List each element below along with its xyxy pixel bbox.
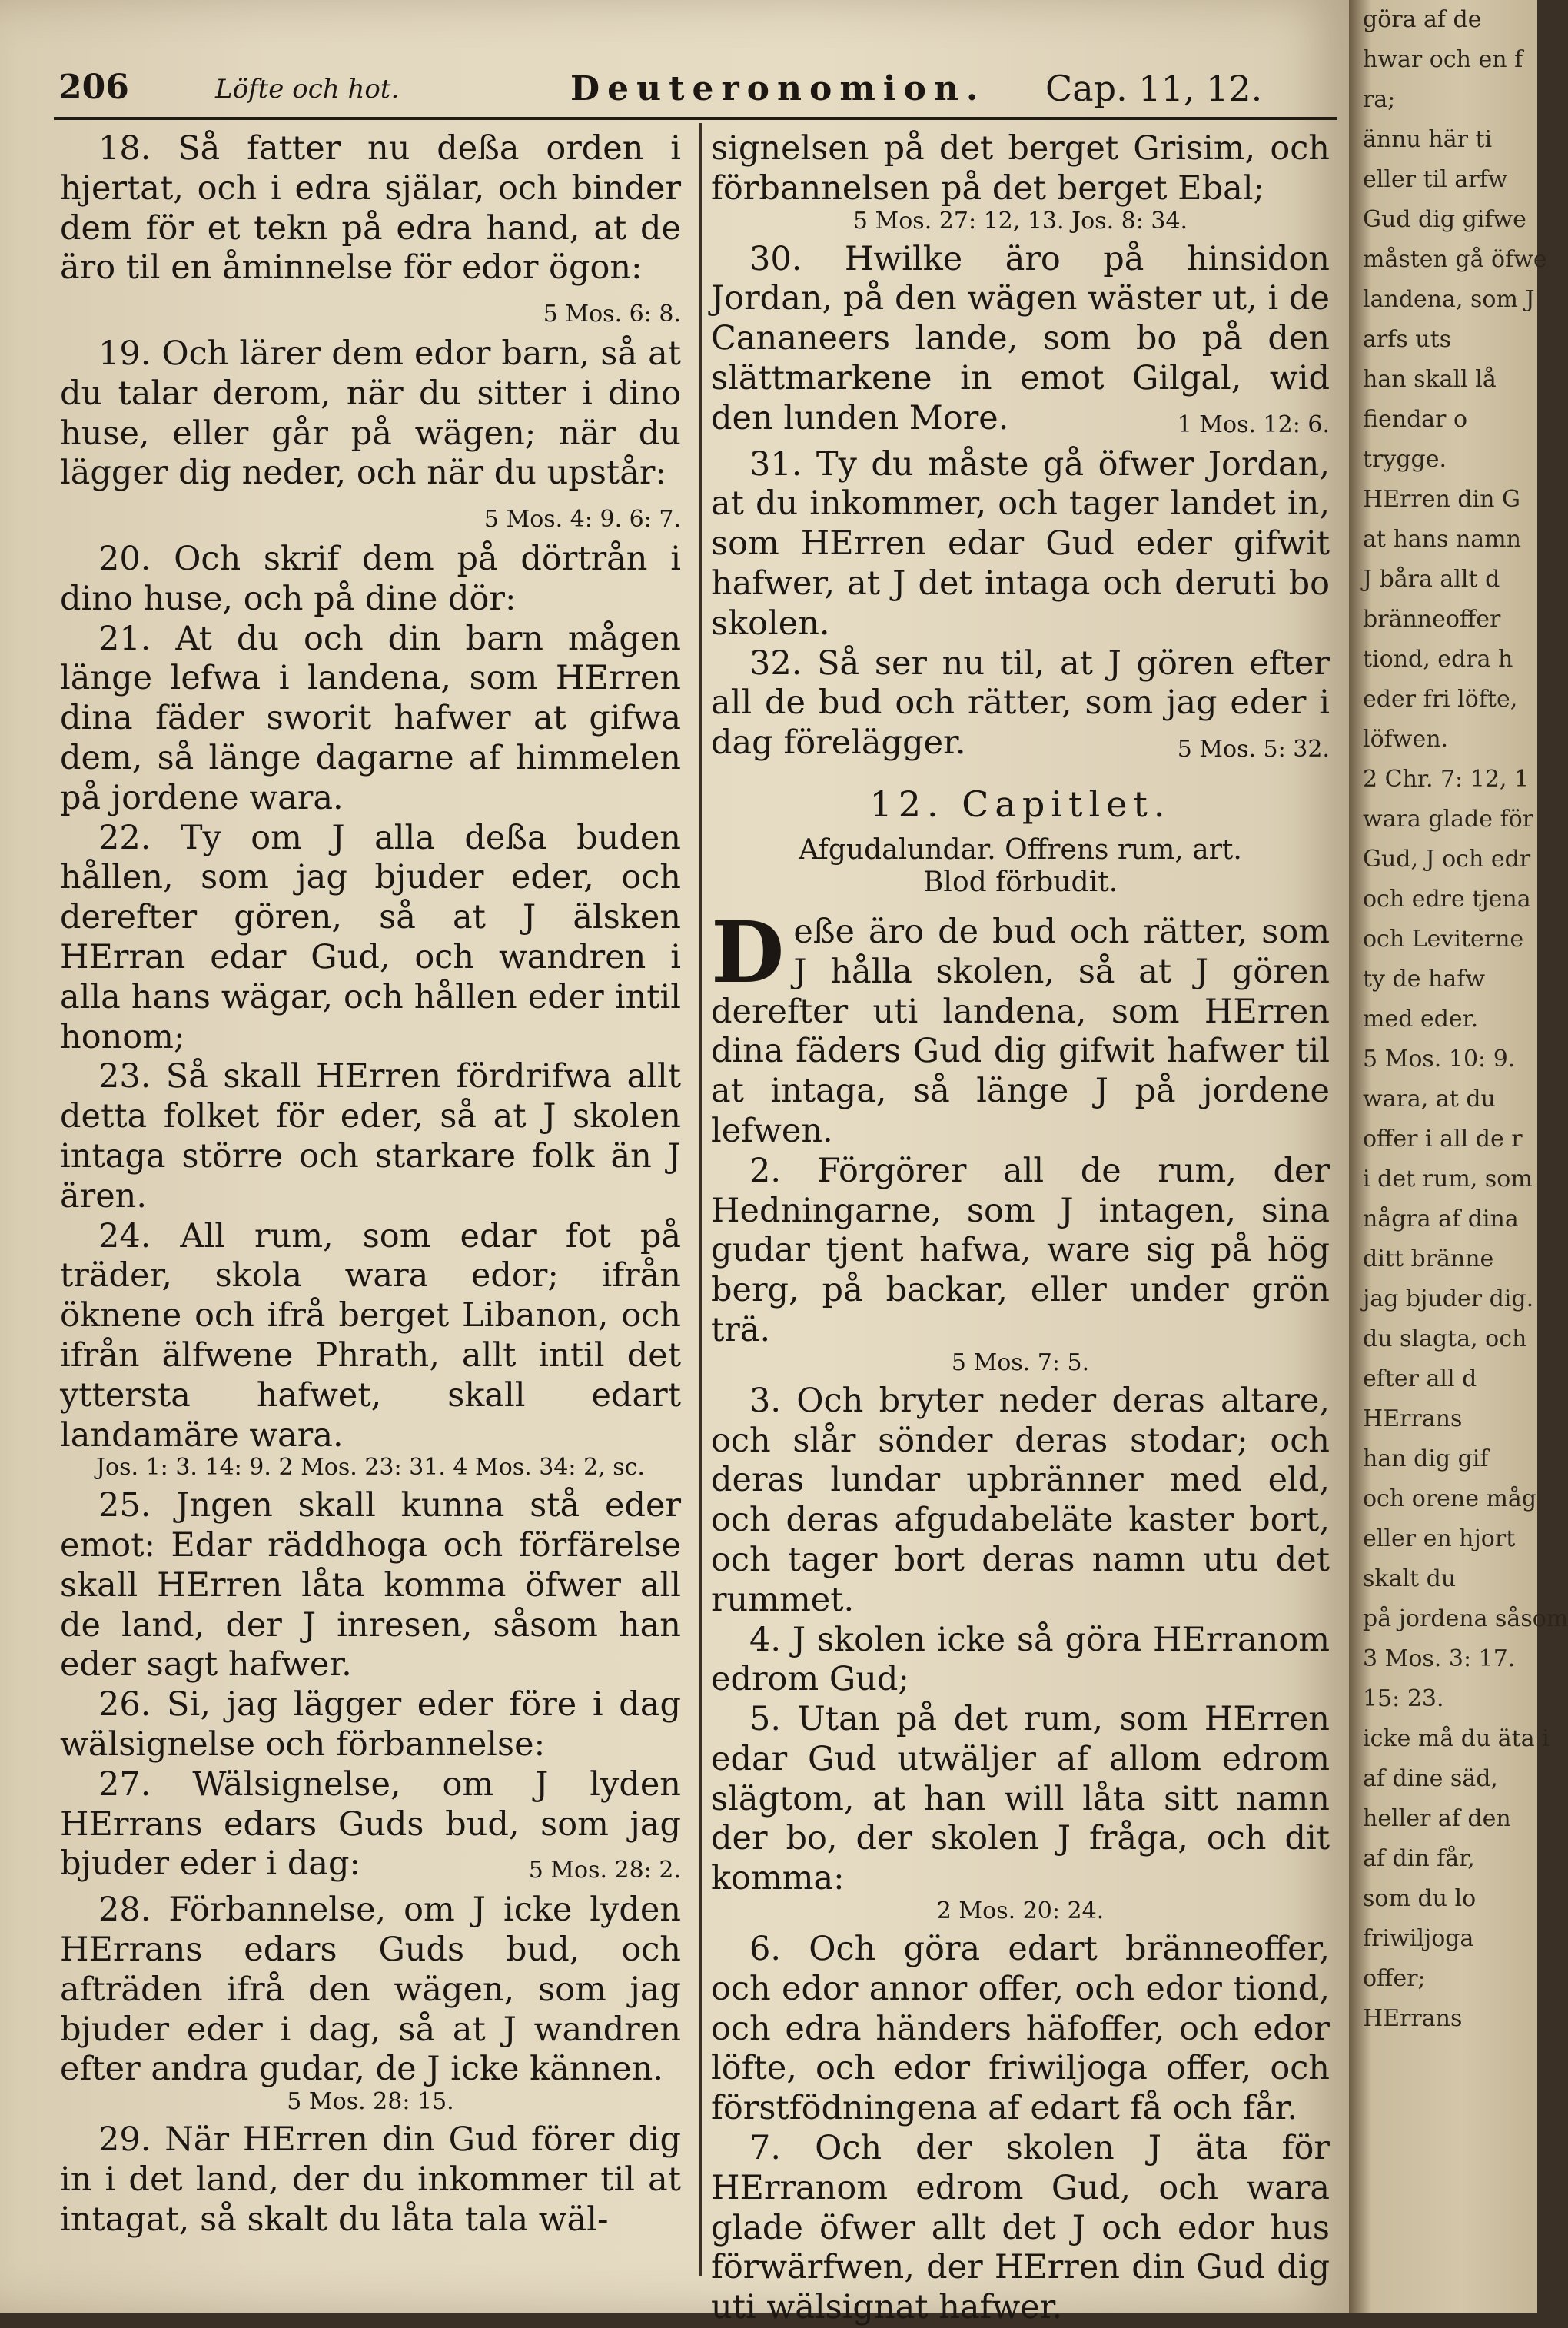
verse-25: 25. Jngen skall kunna stå eder emot: Edar räddhoga och förfärelse skall HErren låta komma öfwer all de land, der J inresen, såsom han eder sagt hafwer. [60,1486,681,1684]
next-page-line: Gud, J och edr [1363,846,1531,873]
next-page-line: eller en hjort [1363,1525,1516,1552]
drop-cap: D [711,902,785,1002]
verse-19: 19. Och lärer dem edor barn, så at du talar derom, när du sitter i dino huse, eller går på wägen; när du lägger dig neder, och när du upstår: 5 Mos. 4: 9. 6: 7. [60,334,681,494]
column-divider [699,123,702,2276]
left-column [60,129,681,2240]
cross-reference: 5 Mos. 5: 32. [1177,736,1330,763]
next-page-line: eder fri löfte, [1363,686,1518,713]
next-page-line: han dig gif [1363,1445,1489,1472]
next-page-line: HErren din G [1363,486,1520,513]
next-page-line: arfs uts [1363,326,1452,353]
next-page-line: offer i all de r [1363,1126,1523,1152]
page-number: 206 [58,68,129,107]
header-rule [54,117,1337,120]
next-page-line: bränneoffer [1363,606,1501,633]
cross-reference: Jos. 1: 3. 14: 9. 2 Mos. 23: 31. 4 Mos. 34: 2, sc. [96,1454,645,1482]
next-page-line: efter all d [1363,1365,1477,1392]
next-page-line: tiond, edra h [1363,646,1513,673]
next-page-line: HErrans [1363,1405,1463,1432]
next-page-line: af din får, [1363,1845,1475,1872]
next-page-line: Gud dig gifwe [1363,206,1526,233]
verse-30: 30. Hwilke äro på hinsidon Jordan, på den wägen wäster ut, i de Cananeers lande, som bo på den slättmarkene in emot Gilgal, wid den lunden More. 1 Mos. 12: 6. [711,240,1330,439]
next-page-line: som du lo [1363,1885,1477,1912]
next-page-line: och edre tjena [1363,886,1531,913]
cross-reference: 5 Mos. 7: 5. [951,1349,1090,1376]
verse-28: 28. Förbannelse, om J icke lyden HErrans edars Guds bud, och afträden ifrå den wägen, som jag bjuder eder i dag, så at J wandren efter andra gudar, de J icke kännen. [60,1891,681,2089]
verse-18: 18. Så fatter nu deßa orden i hjertat, och i edra själar, och binder dem för et tekn på edra hand, at de äro til en åminnelse för edor ögon: 5 Mos. 6: 8. [60,129,681,288]
verse-32: 32. Så ser nu til, at J gören efter all de bud och rätter, som jag eder i dag förelägger. 5 Mos. 5: 32. [711,644,1330,763]
verse-3: 3. Och bryter neder deras altare, och slår sönder deras stodar; och deras lundar upbränner med eld, och deras afgudabeläte kaster bort, och tager bort deras namn utu det rummet. [711,1381,1330,1619]
cross-reference: 5 Mos. 28: 15. [287,2088,454,2116]
verse-1: Deße äro de bud och rätter, som J hålla skolen, så at J gören derefter uti landena, som HErren dina fäders Gud dig gifwit hafwer til at intaga, så länge J på jordene lefwen. [711,902,1330,1150]
verse-26: 26. Si, jag lägger eder före i dag wälsignelse och förbannelse: [60,1685,681,1764]
next-page-line: 5 Mos. 10: 9. [1363,1046,1516,1073]
next-page-line: med eder. [1363,1006,1479,1033]
next-page-line: offer; [1363,1965,1426,1992]
next-page-line: heller af den [1363,1805,1511,1832]
next-page-line: hwar och en f [1363,46,1523,73]
next-page-line: i det rum, som [1363,1166,1533,1192]
next-page-line: löfwen. [1363,726,1449,753]
next-page-line: på jordena såsom [1363,1605,1568,1632]
next-page-line: fiendar o [1363,406,1468,433]
next-page-line: 15: 23. [1363,1685,1444,1712]
verse-21: 21. At du och din barn mågen länge lefwa i landena, som HErren dina fäder sworit hafwer at gifwa dem, så länge dagarne af himmelen på jordene wara. [60,619,681,817]
cross-reference: 5 Mos. 27: 12, 13. Jos. 8: 34. [852,207,1188,234]
next-page-line: måsten gå öfwe [1363,246,1547,273]
cross-reference: 5 Mos. 4: 9. 6: 7. [483,506,681,534]
chapter-range: Cap. 11, 12. [1045,68,1263,109]
next-page-line: jag bjuder dig. [1363,1285,1534,1312]
next-page-line: eller til arfw [1363,166,1508,193]
cross-reference: 5 Mos. 6: 8. [543,301,681,328]
next-page-line: ditt bränne [1363,1245,1494,1272]
next-page-line: och Leviterne [1363,926,1524,953]
verse-22: 22. Ty om J alla deßa buden hållen, som jag bjuder eder, och derefter gören, så at J älsken HErran edar Gud, och wandren i alla hans wägar, och hållen eder intil honom; [60,818,681,1056]
next-page-line: några af dina [1363,1206,1519,1232]
next-page-line: at hans namn [1363,526,1521,553]
next-page-line: ty de hafw [1363,966,1486,993]
next-page-line: friwiljoga [1363,1925,1474,1952]
next-page-line: wara, at du [1363,1086,1496,1112]
next-page-line: trygge. [1363,446,1447,473]
next-page-line: 2 Chr. 7: 12, 1 [1363,766,1530,793]
verse-7: 7. Och der skolen J äta för HErranom edrom Gud, och wara glade öfwer allt det J och edor hus förwärfwen, der HErren din Gud dig uti wälsignat hafwer. [711,2129,1330,2327]
verse-29-continued: signelsen på det berget Grisim, och förbannelsen på det berget Ebal; [711,129,1330,208]
verse-24: 24. All rum, som edar fot på träder, skola wara edor; ifrån öknene och ifrå berget Libanon, och ifrån älfwene Phrath, allt intil det yttersta hafwet, skall edart landamäre wara. [60,1216,681,1455]
next-page-line: icke må du äta i [1363,1725,1550,1752]
verse-29: 29. När HErren din Gud förer dig in i det land, der du inkommer til at intagat, så skalt du låta tala wäl- [60,2120,681,2239]
cross-reference: 2 Mos. 20: 24. [936,1897,1105,1925]
next-page-line: af dine säd, [1363,1765,1498,1792]
next-page-line: han skall lå [1363,366,1497,393]
next-page-line: och orene måg [1363,1485,1537,1512]
page-header [54,63,1337,117]
chapter-summary: Afgudalundar. Offrens rum, art. Blod förbudit. [799,833,1242,898]
next-page-line: ra; [1363,86,1396,113]
verse-20: 20. Och skrif dem på dörtrån i dino huse, och på dine dör: [60,539,681,618]
next-page-line: wara glade för [1363,806,1534,833]
running-title: Löfte och hot. [215,74,400,105]
chapter-heading: 12. Capitlet. [869,783,1171,825]
cross-reference: 5 Mos. 28: 2. [528,1857,681,1884]
right-column [711,129,1330,2328]
next-page-line: du slagta, och [1363,1325,1527,1352]
next-page-line: ännu här ti [1363,126,1493,153]
next-page-line: J båra allt d [1363,566,1500,593]
verse-6: 6. Och göra edart bränneoffer, och edor annor offer, och edor tiond, och edra händers häfoffer, och edor löfte, och edor friwiljoga offer, och förstfödningena af edart få och får. [711,1930,1330,2128]
next-page-line: HErrans [1363,2005,1463,2032]
verse-23: 23. Så skall HErren fördrifwa allt detta folket för eder, så at J skolen intaga större och starkare folk än J ären. [60,1057,681,1216]
verse-27: 27. Wälsignelse, om J lyden HErrans edars Guds bud, som jag bjuder eder i dag: 5 Mos. 28: 2. [60,1765,681,1884]
verse-31: 31. Ty du måste gå öfwer Jordan, at du inkommer, och tager landet in, som HErren edar Gud eder gifwit hafwer, at J det intaga och deruti bo skolen. [711,444,1330,643]
verse-2: 2. Förgörer all de rum, der Hedningarne, som J intagen, sina gudar tjent hafwa, ware sig på hög berg, på backar, eller under grön trä. [711,1151,1330,1349]
next-page-line: landena, som J [1363,286,1535,313]
next-page-edge [1349,0,1568,2313]
next-page-line: skalt du [1363,1565,1457,1592]
next-page-line: göra af de [1363,6,1482,33]
cross-reference: 1 Mos. 12: 6. [1177,411,1330,438]
verse-5: 5. Utan på det rum, som HErren edar Gud utwäljer af allom edrom slägtom, at han will låta sitt namn der bo, der skolen J fråga, och dit komma: [711,1700,1330,1898]
book-title: Deuteronomion. [570,69,986,108]
next-page-line: 3 Mos. 3: 17. [1363,1645,1516,1672]
verse-4: 4. J skolen icke så göra HErranom edrom Gud; [711,1620,1330,1699]
